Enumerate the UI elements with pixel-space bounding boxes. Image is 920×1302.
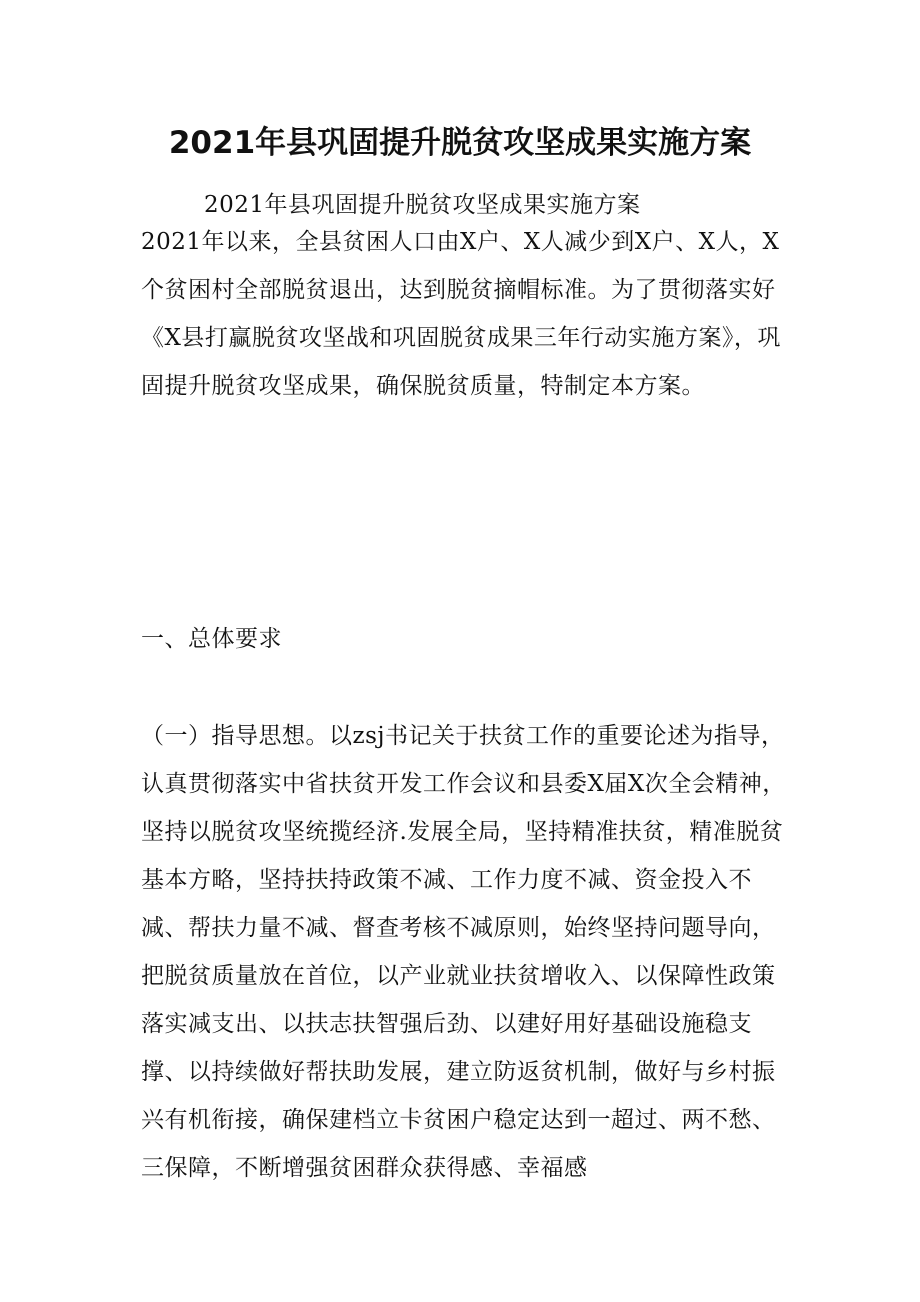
guiding-thought-paragraph: （一）指导思想。以zsj书记关于扶贫工作的重要论述为指导，认真贯彻落实中省扶贫开发工作会议和县委X届X次全会精神，坚持以脱贫攻坚统揽经济.发展全局，坚持精准扶贫，精准脱贫基本方略，坚持扶持政策不减、工作力度不减、资金投入不减、帮扶力量不减、督查考核不减原则，始终坚持问题导向，把脱贫质量放在首位，以产业就业扶贫增收入、以保障性政策落实减支出、以扶志扶智强后劲、以建好用好基础设施稳支撑、以持续做好帮扶助发展，建立防返贫机制，做好与乡村振兴有机衔接，确保建档立卡贫困户稳定达到一超过、两不愁、三保障，不断增强贫困群众获得感、幸福感 [141,723,786,1181]
document-title: 2021年县巩固提升脱贫攻坚成果实施方案 [168,125,752,161]
section-heading: 一、总体要求 [141,626,282,652]
intro-paragraph: 2021年以来，全县贫困人口由X户、X人减少到X户、X人，X个贫困村全部脱贫退出，达到脱贫摘帽标准。为了贯彻落实好《X县打赢脱贫攻坚战和巩固脱贫成果三年行动实施方案》，巩固提升脱贫攻坚成果，确保脱贫质量，特制定本方案。 [141,229,781,399]
document-subtitle: 2021年县巩固提升脱贫攻坚成果实施方案 [204,192,641,218]
